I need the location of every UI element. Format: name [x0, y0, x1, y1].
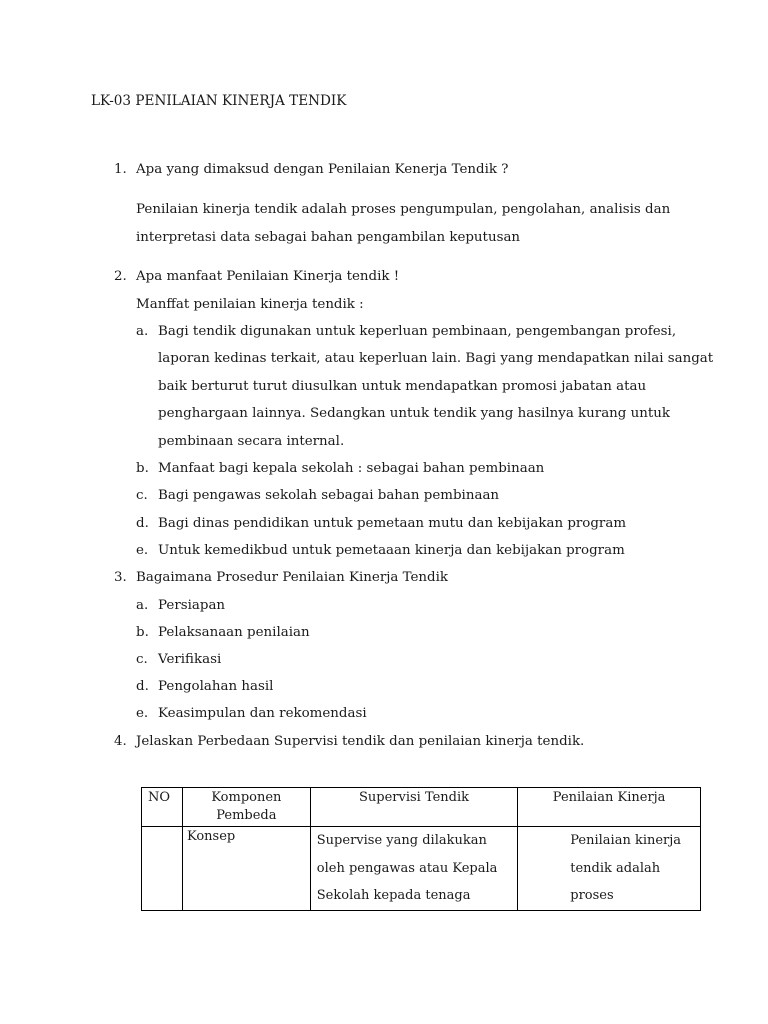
- answer-1-line-1: Penilaian kinerja tendik adalah proses pengumpulan, pengolahan, analisis dan: [136, 202, 671, 217]
- answer-1-line-2: interpretasi data sebagai bahan pengambilan keputusan: [136, 230, 521, 245]
- question-2-text: Apa manfaat Penilaian Kinerja tendik !: [136, 269, 400, 284]
- table-header-row: [142, 788, 701, 827]
- header-penilaian-label: Penilaian Kinerja: [552, 790, 666, 805]
- list-marker: a.: [136, 324, 149, 339]
- cell-supervisi-line: oleh pengawas atau Kepala: [316, 860, 498, 876]
- list-marker: c.: [136, 652, 148, 667]
- cell-penilaian-line: Penilaian kinerja: [570, 833, 682, 848]
- document-title: LK-03 PENILAIAN KINERJA TENDIK: [91, 93, 347, 109]
- header-supervisi: [310, 788, 517, 827]
- cell-komponen-text: Konsep: [186, 829, 236, 844]
- list-item-text: Pelaksanaan penilaian: [158, 625, 310, 640]
- cell-penilaian-line: tendik adalah: [570, 860, 661, 876]
- cell-supervisi-line: Supervise yang dilakukan: [316, 833, 487, 848]
- cell-no-text: [142, 827, 182, 829]
- header-no: [142, 788, 183, 827]
- list-marker: e.: [136, 543, 149, 558]
- question-2-number: 2.: [114, 269, 127, 284]
- list-marker: c.: [136, 488, 148, 503]
- comparison-table: [141, 787, 701, 911]
- list-item-text: Untuk kemedikbud untuk pemetaaan kinerja dan kebijakan program: [158, 543, 625, 558]
- list-item-text: Persiapan: [158, 598, 226, 613]
- cell-penilaian-line: proses: [570, 888, 614, 903]
- question-1-number: 1.: [114, 162, 127, 177]
- list-marker: e.: [136, 706, 149, 721]
- list-item-text: Bagi pengawas sekolah sebagai bahan pembinaan: [158, 488, 500, 503]
- list-item-text: baik berturut turut diusulkan untuk mendapatkan promosi jabatan atau: [158, 379, 647, 394]
- list-item-text: Bagi tendik digunakan untuk keperluan pembinaan, pengembangan profesi,: [158, 324, 677, 339]
- cell-komponen: [182, 827, 310, 911]
- list-marker: d.: [136, 679, 149, 694]
- header-penilaian: [518, 788, 701, 827]
- header-no-label: NO: [148, 790, 171, 805]
- question-4-text: Jelaskan Perbedaan Supervisi tendik dan penilaian kinerja tendik.: [136, 734, 585, 749]
- question-1-text: Apa yang dimaksud dengan Penilaian Kenerja Tendik ?: [136, 162, 509, 177]
- cell-no: [142, 827, 183, 911]
- list-item-text: Pengolahan hasil: [158, 679, 274, 694]
- cell-supervisi-line: Sekolah kepada tenaga: [316, 888, 471, 903]
- cell-supervisi: [310, 827, 517, 911]
- header-komponen: [182, 788, 310, 827]
- list-marker: d.: [136, 516, 149, 531]
- list-item-text: penghargaan lainnya. Sedangkan untuk tendik yang hasilnya kurang untuk: [158, 406, 671, 421]
- list-item-text: Bagi dinas pendidikan untuk pemetaan mutu dan kebijakan program: [158, 516, 627, 531]
- cell-penilaian: [518, 827, 701, 911]
- list-marker: a.: [136, 598, 149, 613]
- question-3-text: Bagaimana Prosedur Penilaian Kinerja Tendik: [136, 570, 449, 585]
- list-marker: b.: [136, 625, 149, 640]
- list-item-text: Verifikasi: [158, 652, 222, 667]
- list-item-text: Manfaat bagi kepala sekolah : sebagai bahan pembinaan: [158, 461, 545, 476]
- list-marker: b.: [136, 461, 149, 476]
- list-item-text: Keasimpulan dan rekomendasi: [158, 706, 367, 721]
- question-3-number: 3.: [114, 570, 127, 585]
- list-item-text: pembinaan secara internal.: [158, 434, 345, 449]
- table-row: [142, 827, 701, 911]
- answer-2-intro: Manffat penilaian kinerja tendik :: [136, 297, 364, 312]
- list-item-text: laporan kedinas terkait, atau keperluan lain. Bagi yang mendapatkan nilai sangat: [158, 351, 714, 366]
- question-4-number: 4.: [114, 734, 127, 749]
- header-komponen-label: Komponen Pembeda: [211, 790, 282, 823]
- header-supervisi-label: Supervisi Tendik: [358, 790, 470, 805]
